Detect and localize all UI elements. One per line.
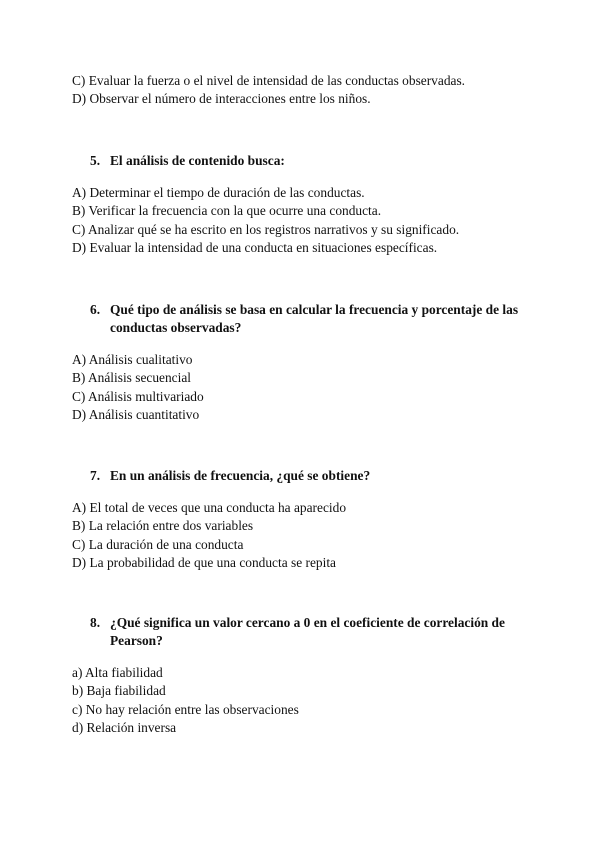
option: a) Alta fiabilidad: [72, 665, 163, 680]
question-8: [72, 614, 542, 738]
option: D) La probabilidad de que una conducta se repita: [72, 555, 336, 571]
question-heading: [90, 614, 542, 650]
question-text: En un análisis de frecuencia, ¿qué se obtiene?: [110, 468, 371, 483]
question-heading: [90, 467, 542, 485]
option: D) Análisis cuantitativo: [72, 407, 200, 423]
question-heading: [90, 301, 542, 337]
question-number: 7.: [90, 468, 101, 483]
option: B) Análisis secuencial: [72, 370, 191, 386]
option-list: [72, 664, 542, 738]
question-7: [72, 467, 542, 573]
question-number: 5.: [90, 153, 101, 168]
option: A) Determinar el tiempo de duración de las conductas.: [72, 185, 365, 200]
option: B) Verificar la frecuencia con la que ocurre una conducta.: [72, 203, 382, 219]
question-text: El análisis de contenido busca:: [110, 153, 285, 168]
option: A) Análisis cualitativo: [72, 352, 193, 367]
carryover-options: [72, 72, 542, 109]
option: c) No hay relación entre las observaciones: [72, 701, 299, 717]
option: C) Evaluar la fuerza o el nivel de intensidad de las conductas observadas.: [72, 73, 466, 88]
option-list: [72, 184, 542, 258]
option: D) Observar el número de interacciones entre los niños.: [72, 91, 371, 107]
option: b) Baja fiabilidad: [72, 683, 166, 699]
question-text: Qué tipo de análisis se basa en calcular la frecuencia y porcentaje de las conductas observadas?: [110, 302, 519, 335]
option: C) Analizar qué se ha escrito en los registros narrativos y su significado.: [72, 221, 460, 237]
question-5: [72, 152, 542, 258]
option: A) El total de veces que una conducta ha aparecido: [72, 500, 347, 515]
question-number: 8.: [90, 615, 101, 630]
question-6: [72, 301, 542, 425]
option: D) Evaluar la intensidad de una conducta en situaciones específicas.: [72, 240, 438, 256]
option: C) Análisis multivariado: [72, 388, 204, 404]
option: d) Relación inversa: [72, 720, 177, 736]
question-number: 6.: [90, 302, 101, 317]
option-list: [72, 351, 542, 425]
question-text: ¿Qué significa un valor cercano a 0 en el coeficiente de correlación de Pearson?: [110, 615, 505, 648]
question-heading: [90, 152, 542, 170]
option: C) La duración de una conducta: [72, 536, 244, 552]
option-list: [72, 499, 542, 573]
option: B) La relación entre dos variables: [72, 518, 254, 534]
